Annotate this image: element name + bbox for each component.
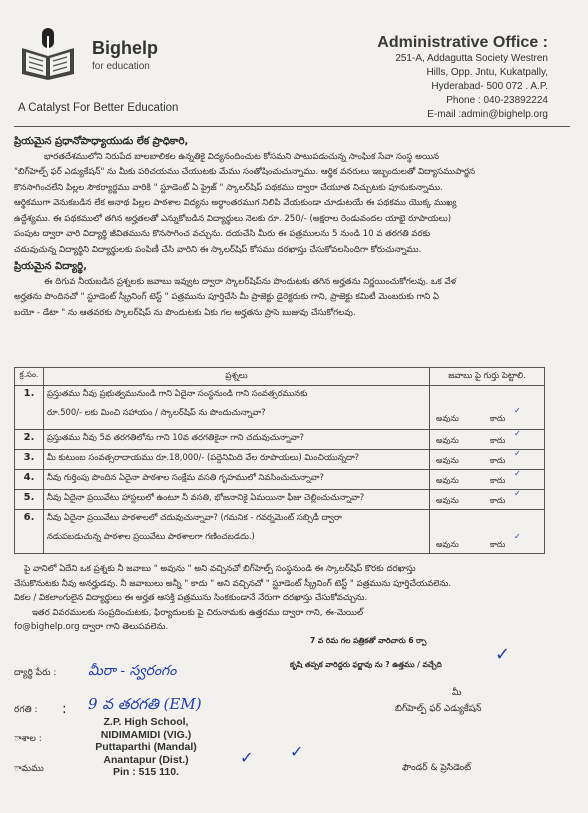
table-row (15, 470, 545, 490)
checkmark-icon: ✓ (514, 449, 521, 458)
question-text: ప్రస్తుతము నీవు 5వ తరగతిలోను గాని 10వ తరగతికైనా గాని చదువుచున్నావా? (44, 430, 430, 450)
row-number: 4. (15, 470, 44, 490)
paragraph-line: ఉద్దేశ్యము. ఈ పథకములో తగిన అర్హతలతో ఎన్నుకోబడిన విద్యార్థులు నెలకు రూ. 250/- (అక్షరాల రెండువందల యాభై రూపాయలు) (14, 213, 452, 224)
stamp-line: Anantapur (Dist.) (103, 753, 189, 766)
footer-line: ఇతర వివరములకు సంప్రదించుటకు, ఫిర్యాదులకు పై చిరునామకు ఉత్తరము ద్వారా గాని, ఈ-మెయిల్ (32, 607, 364, 618)
checkmark-icon: ✓ (514, 469, 521, 478)
book-logo-icon (18, 26, 78, 80)
header-divider (14, 126, 570, 127)
footer-line: fo@bighelp.org ద్వారా గాని తెలుపవలెను. (14, 622, 169, 632)
column-header-questions: ప్రశ్నలు (44, 368, 430, 386)
question-text: మీ కుటుంబ సంవత్సరాదాయము రూ.18,000/- (పద్దెనిమిది వేల రూపాయలు) మించియున్నదా? (44, 450, 430, 470)
checkmark-icon: ✓ (514, 406, 521, 415)
yes-option[interactable]: అవును (436, 414, 459, 423)
row-number: 3. (15, 450, 44, 470)
column-header-number: క్ర.సం. (15, 368, 44, 386)
yes-option[interactable]: అవును (436, 456, 459, 465)
office-title: Administrative Office : (377, 34, 548, 51)
no-option[interactable]: కాదు (490, 436, 506, 445)
yes-option[interactable]: అవును (436, 540, 459, 549)
yes-option[interactable]: అవును (436, 496, 459, 505)
answer-cell (430, 430, 545, 450)
row-number: 6. (15, 510, 44, 554)
question-text: నడుపబడుచున్న పాఠశాల ప్రయివేటు పాఠశాలగా గణించబడదు.) (47, 531, 255, 541)
checkmark-icon: ✓ (514, 489, 521, 498)
paragraph-line: బయో - డేటా " ను ఆతవరకు స్కాలర్‌షిప్ ను పొందుటకు ఏకు గల అర్హతను ప్రాసె బుజువు చేసుకోగలవు. (14, 307, 356, 318)
answer-cell (430, 490, 545, 510)
brand-name: Bighelp (92, 38, 158, 58)
no-option[interactable]: కాదు (490, 476, 506, 485)
handwritten-note: 7 వ రిమ గల పత్రికతో వారిచారు 6 ర్పా (310, 636, 427, 645)
answer-cell (430, 386, 545, 430)
table-header-row (15, 368, 545, 386)
table-row (15, 386, 545, 430)
paragraph-line: "బిగ్‌హెల్ప్ ఫర్ ఎడ్యుకేషన్" ను మీకు పరిచయము చేయుటకు మేము సంతోషించుచున్నాము. ఆర్థిక వనరులు ఇబ్బందులతో విద్యాసముపార్జన (14, 167, 476, 177)
paragraph-line: ఆర్థికముగా వెనుకబడిన లేక అనాథ పిల్లల పాఠశాల విద్యను అర్థాంతరముగ నిలిపి వేయకుండా చూడుటయే ఈ పథకము యొక్క ముఖ్య (14, 198, 457, 208)
row-number: 2. (15, 430, 44, 450)
brand-subtitle: for education (92, 61, 150, 72)
checkmark-icon: ✓ (514, 429, 521, 438)
office-address-block (377, 34, 548, 122)
address-line: 251-A, Addagutta Society Westren (395, 53, 548, 64)
question-text: రూ.500/- లకు మించి సహాయం / స్కాలర్‌షిప్ ను పొందుచున్నావా? (47, 407, 266, 417)
student-name-label: ద్యార్థి పేరు : (14, 668, 57, 678)
no-option[interactable]: కాదు (490, 456, 506, 465)
paragraph-line: పంపుట ద్వారా వారి విద్యార్థి జీవితమును కొనసాగించ వచ్చును. దయచేసి మీరు ఈ పత్రములను 5 నుండి 10 వ తరగతి వరకు (14, 229, 431, 239)
no-option[interactable]: కాదు (490, 496, 506, 505)
paragraph-line: కొనసాగించలేని పిల్లల సౌకర్యార్థము వారికి " స్టూడెంట్ ఏ ప్రైజ్ " స్కాలర్‌షిప్ పథకము ద్వారా చేయూత నిచ్చుటకు పూనుకున్నాము. (14, 182, 443, 193)
stamp-line: Pin : 515 110. (113, 766, 179, 778)
checkmark-icon: ✓ (495, 644, 511, 665)
class-value: 9 వ తరగతి (EM) (88, 695, 202, 713)
question-text: నీవు గుర్తింపు పొందిన ఏదైనా పాఠశాల సంక్షేమ వసతి గృహములో నివసించుచున్నావా? (44, 470, 430, 490)
tagline: A Catalyst For Better Education (18, 102, 179, 114)
paragraph-line: ఈ దిగువ నీయబడిన ప్రశ్నలకు జవాబు ఇవ్వుట ద్వారా స్కాలర్‌షిప్‌ను పొందుటకు తగిన అర్హతను నిర్ణయించుకోగలవు. ఒక వేళ (44, 276, 457, 287)
answer-cell (430, 450, 545, 470)
stamp-line: Z.P. High School, (103, 716, 189, 728)
phone-number: Phone : 040-23892224 (446, 95, 548, 106)
checkmark-icon: ✓ (290, 742, 304, 761)
row-number: 1. (15, 386, 44, 430)
salutation-headmaster: ప్రియమైన ప్రధానోపాధ్యాయుడు లేక ప్రాధికారి, (14, 136, 189, 147)
answer-cell (430, 510, 545, 554)
answer-cell (430, 470, 545, 490)
row-number: 5. (15, 490, 44, 510)
no-option[interactable]: కాదు (490, 414, 506, 423)
footer-line: వికల / వికలాంగులైన విద్యార్థులు ఈ అర్హత ఆసక్తి పత్రమును సింకకుండానే నేరుగా దరఖాస్తు చేసుకోవచ్చును. (14, 593, 368, 603)
footer-notes (14, 562, 574, 635)
question-text: నీవు ఏదైనా ప్రయివేటు పాఠశాలలో చదువుచున్నావా? (గమనిక - గవర్నమెంట్ సబ్సిడీ ద్వారా (47, 512, 342, 522)
handwritten-note: కృషి తప్పక వారిద్దరు ఫర్జావు ను ? ఉత్తము / వచ్చేది (290, 660, 442, 669)
sign-off: మీ (452, 688, 462, 698)
stamp-line: NIDIMAMIDI (VIG.) (100, 728, 192, 741)
address-label: ామము (14, 764, 44, 774)
question-text: ప్రస్తుతము నీవు ప్రభుత్వమునుండి గాని ఏదైనా సంస్థనుండి గాని సంవత్సరమునకు (47, 388, 308, 398)
colon: : (62, 701, 67, 717)
stamp-line: Puttaparthi (Mandal) (95, 741, 197, 753)
salutation-student: ప్రియమైన విద్యార్థి, (14, 261, 87, 272)
table-row (15, 450, 545, 470)
letter-body (14, 134, 574, 321)
column-header-answer: జవాబు పై గుర్తు పెట్టాలి. (430, 368, 545, 386)
sign-roles: ఫౌండర్ & ప్రెసిడెంట్ (402, 763, 472, 773)
school-label: ాశాల : (14, 734, 42, 744)
checkmark-icon: ✓ (240, 748, 254, 767)
table-row (15, 490, 545, 510)
question-text: నీవు ఏదైనా ప్రయివేటు హాస్టలులో ఉంటూ నీ వసతి, భోజనానికై ఏమయినా ఫీజు చెల్లించుచున్నావా? (44, 490, 430, 510)
class-label: రగతి : (14, 705, 38, 715)
address-line: Hills, Opp. Jntu, Kukatpally, (426, 67, 548, 78)
paragraph-line: చదువుచున్న విద్యార్థిని విద్యార్థులకు పంపిణీ చేసి వారిని ఈ స్కాలర్‌షిప్ కోసము దరఖాస్తు చేసుకోవలసిందిగా కోరుచున్నాము. (14, 244, 422, 255)
yes-option[interactable]: అవును (436, 436, 459, 445)
question-cell (44, 386, 430, 430)
checkmark-icon: ✓ (514, 532, 521, 541)
eligibility-table (14, 367, 545, 554)
sign-organization: బిగ్‌హెల్ప్ ఫర్ ఎడ్యుకేషన్ (395, 704, 482, 714)
student-name-value: మీరా - స్వరంగం (88, 663, 177, 679)
footer-line: చేసుకొనుటకు నీవు అనర్హుడవు. నీ జవాబులు అన్నీ " కాదు " అని వచ్చినచో " స్టూడెంట్ స్క్రీనింగ్ టెస్ట్ " పత్రమును పూర్తిచేయవలెను. (14, 578, 452, 589)
no-option[interactable]: కాదు (490, 540, 506, 549)
paragraph-line: అర్హతను పొందినచో " స్టూడెంట్ స్క్రీనింగ్ టెస్ట్ " పత్రమును పూర్తిచేసి మీ ప్రాజెక్టు డైరెక్టరుకు గాని, ప్రాజెక్టు కమిటీ మెంబరుకు గాని ఏ (14, 292, 440, 302)
email-address[interactable]: E-mail :admin@bighelp.org (427, 109, 548, 120)
address-line: Hyderabad- 500 072 . A.P. (431, 81, 548, 92)
table-row (15, 510, 545, 554)
school-stamp (86, 716, 206, 779)
footer-line: పై వానిలో ఏదేని ఒక ప్రశ్నకు నీ జవాబు " అవును " అని వచ్చినచో బిగ్‌హెల్ప్ సంస్థనుండి ఈ స్కాలర్‌షిప్ కొరకు దరఖాస్తు (24, 564, 416, 574)
table-row (15, 430, 545, 450)
question-cell (44, 510, 430, 554)
paragraph-line: భారతదేశములోని నిరుపేద బాలబాలికల ఉన్నతికై విద్యనందించుట కోసమని పాటుపడుచున్న సాంఘిక సేవా సంస్థ అయిన (44, 151, 440, 162)
yes-option[interactable]: అవును (436, 476, 459, 485)
